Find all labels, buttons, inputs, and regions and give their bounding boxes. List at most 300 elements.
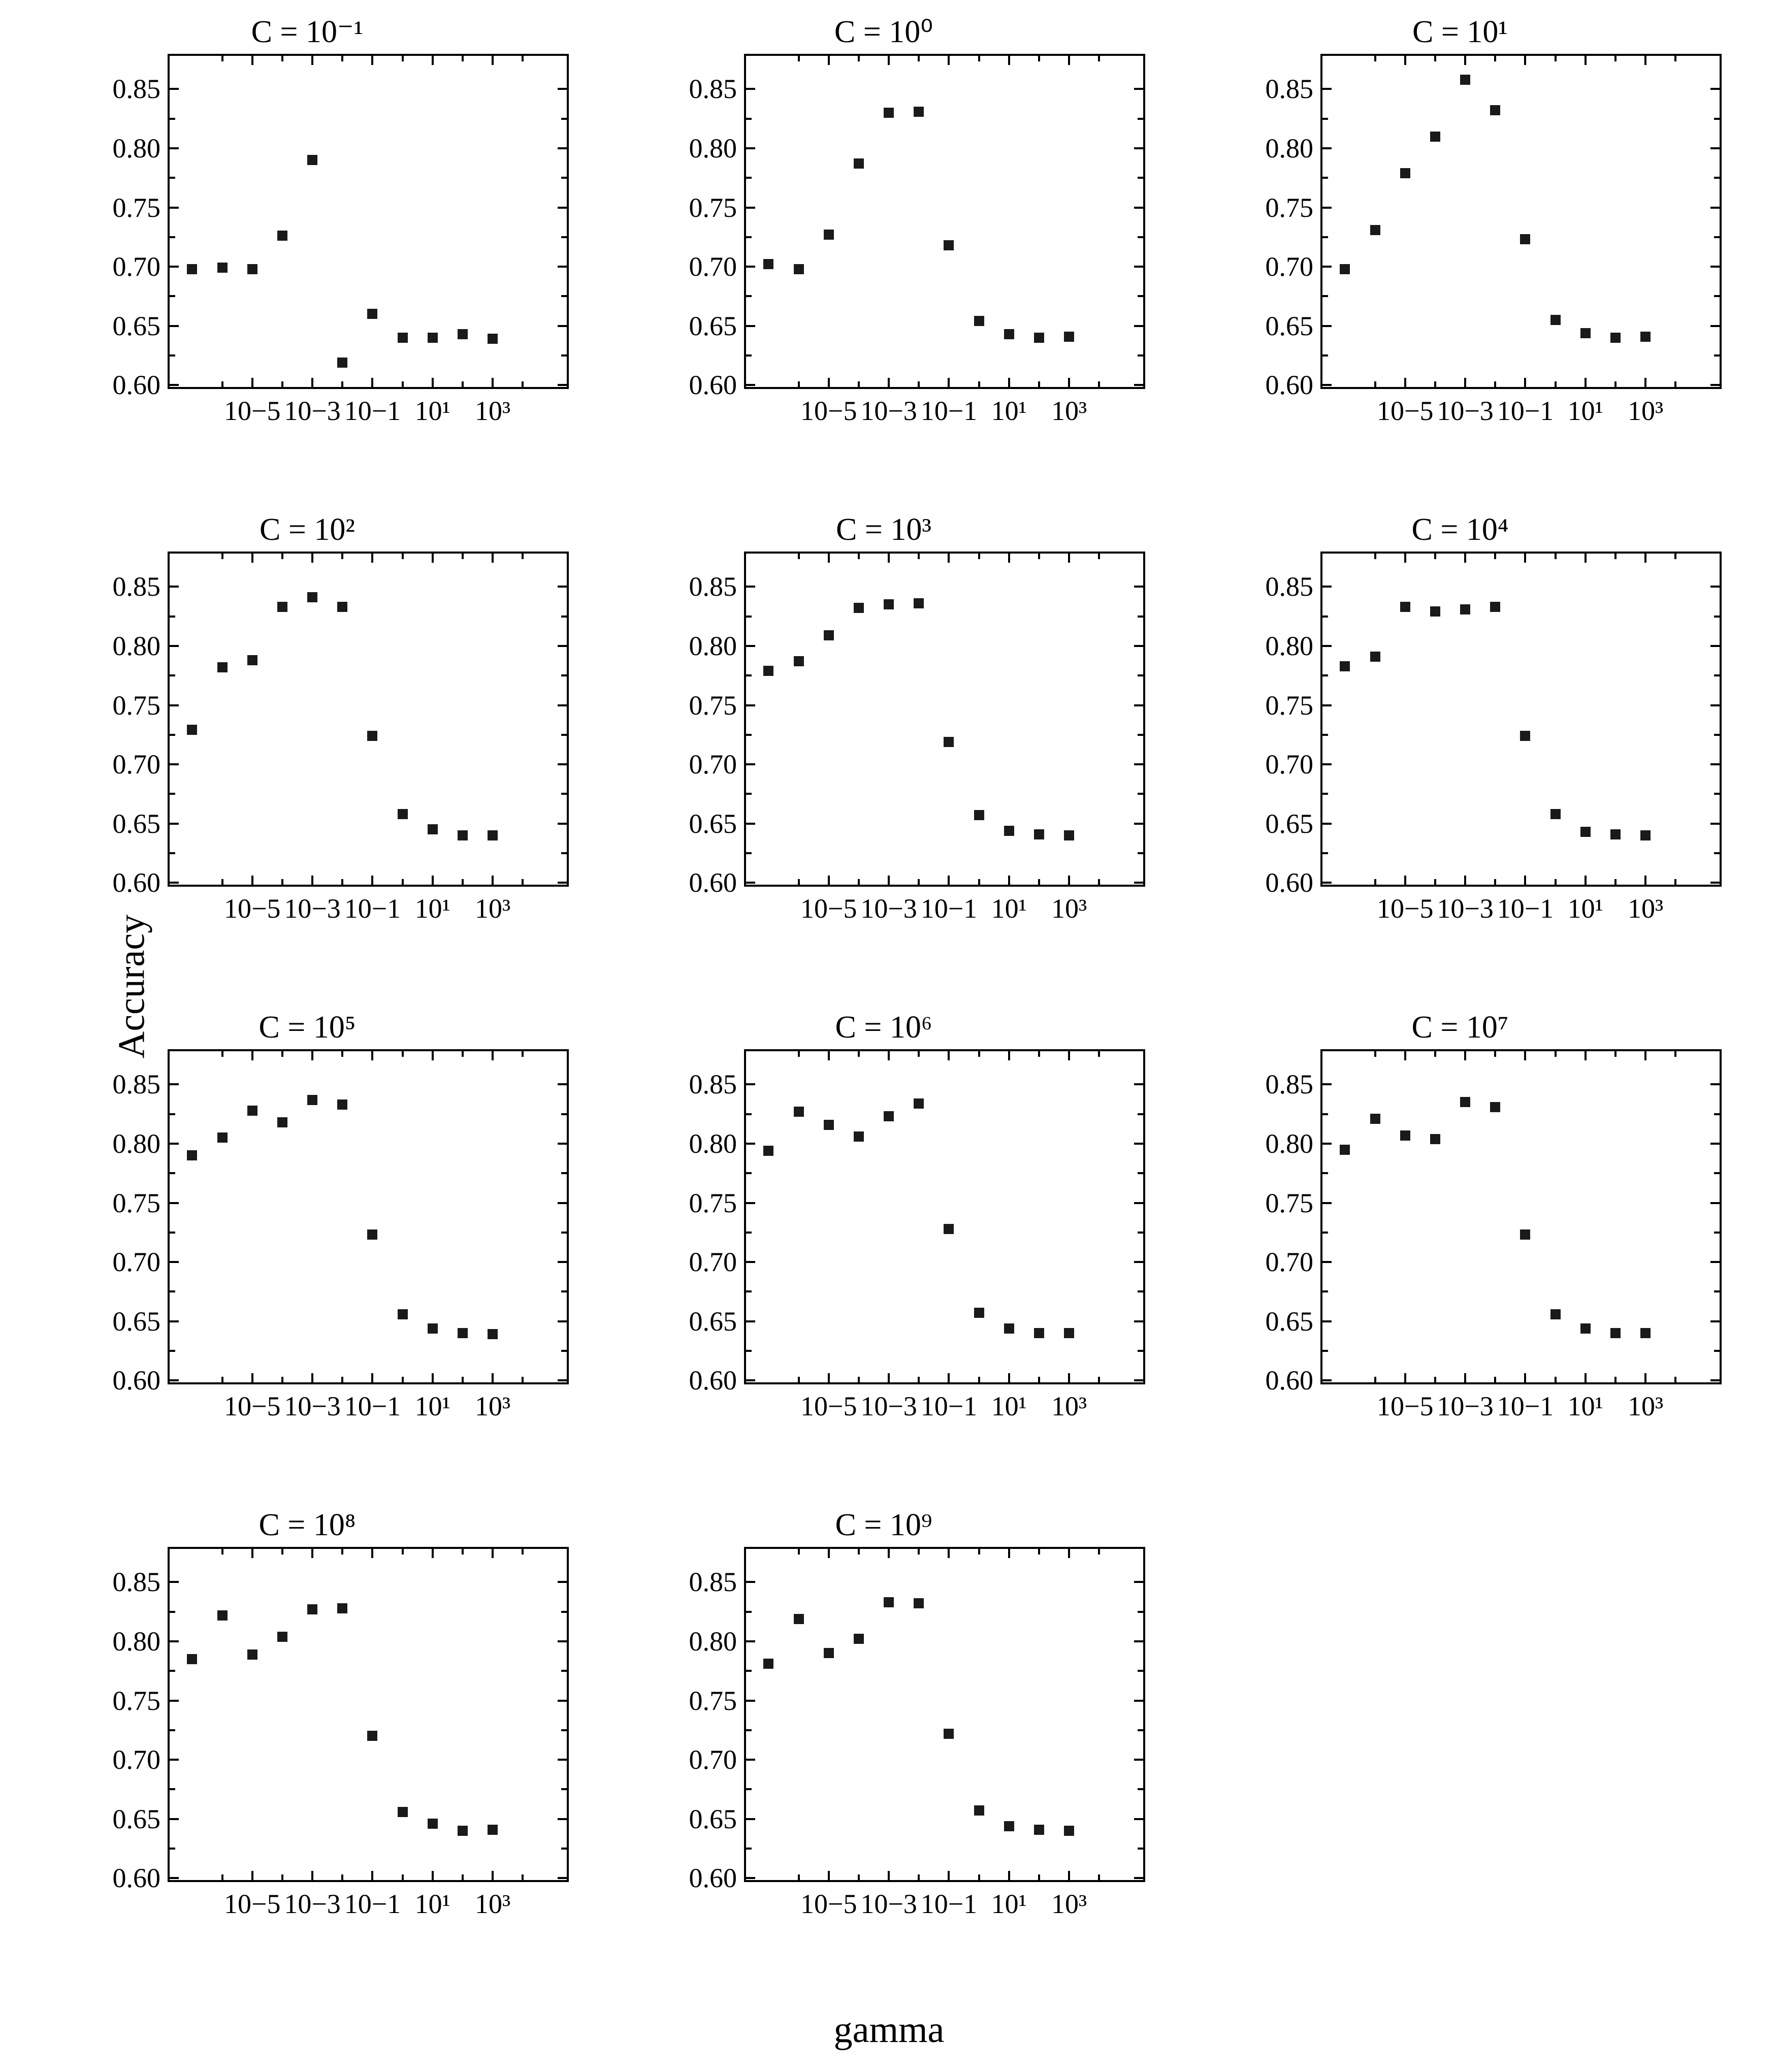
- x-tick-mark: [888, 1373, 890, 1382]
- x-tick-mark: [1404, 554, 1406, 563]
- y-minor-tick-mark: [1138, 1848, 1143, 1850]
- y-tick-label: 0.70: [112, 1744, 160, 1775]
- x-minor-tick-mark: [1614, 554, 1617, 559]
- y-tick-mark: [746, 704, 755, 706]
- x-tick-label: 10−3: [860, 1391, 917, 1421]
- data-point-marker: [1004, 826, 1014, 836]
- y-minor-tick-mark: [746, 354, 752, 357]
- y-minor-tick-mark: [1138, 354, 1143, 357]
- x-tick-mark: [948, 378, 950, 387]
- x-tick-label: 10−1: [920, 1391, 978, 1421]
- x-tick-mark: [828, 56, 830, 65]
- x-tick-mark: [311, 56, 313, 65]
- y-minor-tick-mark: [561, 1788, 567, 1790]
- y-tick-label: 0.60: [112, 370, 160, 401]
- y-tick-label: 0.65: [112, 1306, 160, 1337]
- y-minor-tick-mark: [1322, 177, 1328, 179]
- x-tick-mark: [432, 56, 434, 65]
- data-point-marker: [794, 656, 804, 666]
- y-tick-mark: [746, 147, 755, 149]
- y-tick-mark: [1322, 266, 1332, 268]
- x-tick-label: 10¹: [414, 396, 450, 426]
- x-minor-tick-mark: [1038, 56, 1040, 61]
- x-tick-mark: [492, 56, 494, 65]
- data-point-marker: [1490, 602, 1500, 612]
- x-minor-tick-mark: [918, 1874, 920, 1880]
- x-tick-mark: [1524, 554, 1526, 563]
- data-point-marker: [1640, 830, 1651, 840]
- data-point-marker: [458, 329, 468, 339]
- x-minor-tick-mark: [281, 381, 283, 387]
- y-tick-mark: [170, 325, 179, 327]
- data-point-marker: [367, 731, 377, 741]
- x-minor-tick-mark: [1374, 879, 1376, 885]
- y-minor-tick-mark: [1138, 616, 1143, 618]
- data-point-marker: [914, 1598, 924, 1608]
- y-minor-tick-mark: [561, 734, 567, 736]
- y-tick-mark: [746, 763, 755, 765]
- y-tick-label: 0.60: [689, 867, 737, 898]
- x-tick-mark: [888, 1051, 890, 1060]
- x-tick-mark: [888, 876, 890, 885]
- plot-area: [689, 1547, 1145, 1919]
- panel-title: C = 10²: [260, 512, 355, 547]
- x-minor-tick-mark: [522, 554, 524, 559]
- y-tick-mark: [1322, 763, 1332, 765]
- y-minor-tick-mark: [1714, 852, 1720, 854]
- data-point-marker: [428, 1819, 438, 1829]
- y-minor-tick-mark: [1714, 1290, 1720, 1292]
- y-tick-mark: [170, 1202, 179, 1204]
- x-tick-mark: [948, 56, 950, 65]
- data-point-marker: [187, 1654, 197, 1664]
- x-minor-tick-mark: [1038, 381, 1040, 387]
- data-point-marker: [763, 259, 773, 269]
- x-minor-tick-mark: [402, 1549, 404, 1555]
- x-minor-tick-mark: [341, 879, 343, 885]
- x-tick-label: 10¹: [991, 1391, 1027, 1421]
- y-minor-tick-mark: [1714, 1350, 1720, 1352]
- y-tick-mark: [1134, 882, 1143, 884]
- y-tick-mark: [1322, 1261, 1332, 1263]
- y-tick-mark: [746, 1640, 755, 1642]
- x-minor-tick-mark: [402, 554, 404, 559]
- y-tick-mark: [170, 823, 179, 825]
- x-tick-mark: [371, 378, 373, 387]
- data-point-marker: [398, 1807, 408, 1817]
- x-tick-mark: [251, 1051, 253, 1060]
- data-point-marker: [794, 1107, 804, 1117]
- y-tick-mark: [746, 823, 755, 825]
- y-tick-label: 0.60: [112, 1863, 160, 1894]
- y-minor-tick-mark: [1138, 118, 1143, 120]
- data-point-marker: [974, 1308, 984, 1318]
- y-tick-mark: [170, 882, 179, 884]
- x-minor-tick-mark: [798, 1051, 800, 1057]
- y-tick-label: 0.85: [112, 1567, 160, 1598]
- y-tick-mark: [558, 1320, 567, 1322]
- x-tick-label: 10¹: [991, 396, 1027, 426]
- data-point-marker: [187, 1150, 197, 1160]
- y-minor-tick-mark: [1322, 1350, 1328, 1352]
- data-point-marker: [824, 630, 834, 640]
- x-minor-tick-mark: [281, 1051, 283, 1057]
- data-point-marker: [1340, 661, 1350, 671]
- x-tick-label: 10−5: [800, 893, 857, 924]
- chart-panel: [607, 512, 1160, 969]
- y-minor-tick-mark: [1714, 236, 1720, 238]
- data-point-marker: [1034, 1328, 1044, 1338]
- x-tick-mark: [311, 378, 313, 387]
- x-minor-tick-mark: [1494, 554, 1496, 559]
- y-tick-mark: [170, 1877, 179, 1879]
- data-point-marker: [1370, 225, 1380, 235]
- x-minor-tick-mark: [918, 1377, 920, 1382]
- data-point-marker: [974, 810, 984, 820]
- y-minor-tick-mark: [746, 1611, 752, 1613]
- y-tick-label: 0.65: [112, 808, 160, 839]
- y-minor-tick-mark: [746, 1670, 752, 1672]
- x-minor-tick-mark: [1098, 1051, 1100, 1057]
- x-tick-mark: [1008, 56, 1010, 65]
- y-minor-tick-mark: [561, 1611, 567, 1613]
- y-minor-tick-mark: [1322, 1172, 1328, 1174]
- y-minor-tick-mark: [170, 674, 175, 676]
- data-point-marker: [1004, 329, 1014, 339]
- x-tick-label: 10−3: [860, 396, 917, 426]
- plot-area: [689, 552, 1145, 924]
- x-minor-tick-mark: [1494, 1377, 1496, 1382]
- x-minor-tick-mark: [1614, 1051, 1617, 1057]
- x-tick-mark: [1585, 56, 1587, 65]
- y-tick-mark: [558, 207, 567, 209]
- panel-title: C = 10³: [836, 512, 931, 547]
- x-tick-label: 10−1: [344, 893, 401, 924]
- data-point-marker: [794, 1614, 804, 1624]
- x-minor-tick-mark: [798, 381, 800, 387]
- x-tick-label: 10³: [1628, 1391, 1664, 1421]
- y-tick-mark: [1134, 147, 1143, 149]
- y-tick-label: 0.60: [112, 1365, 160, 1396]
- x-tick-mark: [432, 1871, 434, 1880]
- y-tick-mark: [746, 325, 755, 327]
- data-point-marker: [1640, 332, 1651, 342]
- x-tick-label: 10−1: [920, 396, 978, 426]
- x-minor-tick-mark: [1555, 56, 1557, 61]
- y-tick-mark: [558, 1379, 567, 1381]
- y-tick-label: 0.85: [689, 1567, 737, 1598]
- x-minor-tick-mark: [221, 1051, 223, 1057]
- x-minor-tick-mark: [341, 56, 343, 61]
- y-tick-mark: [558, 1581, 567, 1583]
- y-tick-mark: [558, 1818, 567, 1820]
- x-tick-label: 10−3: [284, 1391, 341, 1421]
- y-tick-label: 0.60: [1265, 1365, 1313, 1396]
- y-minor-tick-mark: [1322, 674, 1328, 676]
- data-point-marker: [854, 603, 864, 613]
- data-point-marker: [884, 1597, 894, 1607]
- data-point-marker: [1034, 1825, 1044, 1835]
- data-point-marker: [307, 155, 317, 165]
- data-point-marker: [1610, 1328, 1621, 1338]
- data-point-marker: [794, 264, 804, 274]
- y-tick-mark: [1134, 1320, 1143, 1322]
- data-point-marker: [1580, 328, 1591, 338]
- x-tick-label: 10−5: [1376, 893, 1434, 924]
- x-minor-tick-mark: [341, 1051, 343, 1057]
- x-tick-label: 10−3: [1437, 893, 1494, 924]
- x-tick-mark: [1464, 1373, 1466, 1382]
- x-minor-tick-mark: [1038, 1874, 1040, 1880]
- x-tick-mark: [1008, 1549, 1010, 1558]
- x-tick-label: 10¹: [1567, 1391, 1603, 1421]
- y-tick-label: 0.60: [689, 1863, 737, 1894]
- data-point-marker: [1550, 315, 1561, 325]
- x-tick-mark: [1068, 1871, 1070, 1880]
- y-tick-mark: [1322, 823, 1332, 825]
- x-minor-tick-mark: [1434, 879, 1436, 885]
- data-point-marker: [1370, 1114, 1380, 1124]
- y-minor-tick-mark: [561, 1113, 567, 1115]
- x-tick-mark: [948, 876, 950, 885]
- y-tick-mark: [1134, 325, 1143, 327]
- y-tick-mark: [170, 1320, 179, 1322]
- y-tick-mark: [746, 1877, 755, 1879]
- y-minor-tick-mark: [561, 852, 567, 854]
- y-tick-mark: [1322, 325, 1332, 327]
- x-minor-tick-mark: [1674, 1051, 1676, 1057]
- x-tick-mark: [1524, 1373, 1526, 1382]
- x-tick-mark: [1585, 554, 1587, 563]
- y-tick-mark: [1710, 1320, 1720, 1322]
- y-minor-tick-mark: [170, 177, 175, 179]
- y-tick-label: 0.80: [112, 1626, 160, 1657]
- data-point-marker: [1610, 333, 1621, 343]
- y-tick-label: 0.65: [112, 310, 160, 341]
- y-tick-mark: [170, 88, 179, 90]
- y-tick-mark: [170, 1261, 179, 1263]
- x-tick-label: 10−5: [800, 1391, 857, 1421]
- plot-area: [689, 54, 1145, 426]
- x-tick-mark: [492, 1871, 494, 1880]
- x-tick-mark: [371, 1549, 373, 1558]
- x-tick-mark: [948, 1051, 950, 1060]
- data-point-marker: [1550, 809, 1561, 819]
- data-point-marker: [307, 1095, 317, 1105]
- y-minor-tick-mark: [746, 118, 752, 120]
- x-tick-mark: [1524, 876, 1526, 885]
- data-point-marker: [247, 1649, 257, 1660]
- x-tick-mark: [251, 378, 253, 387]
- y-minor-tick-mark: [170, 1172, 175, 1174]
- x-minor-tick-mark: [281, 879, 283, 885]
- y-tick-label: 0.85: [689, 1069, 737, 1100]
- x-minor-tick-mark: [1494, 1051, 1496, 1057]
- x-tick-mark: [888, 554, 890, 563]
- y-minor-tick-mark: [561, 1670, 567, 1672]
- y-tick-mark: [558, 266, 567, 268]
- y-tick-mark: [170, 1640, 179, 1642]
- y-tick-label: 0.75: [1265, 1187, 1313, 1218]
- data-point-marker: [488, 334, 498, 344]
- data-point-marker: [458, 1328, 468, 1338]
- x-minor-tick-mark: [1038, 1377, 1040, 1382]
- chart-panel: [30, 1010, 584, 1467]
- x-tick-mark: [888, 1871, 890, 1880]
- x-minor-tick-mark: [1614, 879, 1617, 885]
- x-minor-tick-mark: [1614, 56, 1617, 61]
- y-tick-mark: [746, 266, 755, 268]
- x-minor-tick-mark: [462, 1051, 464, 1057]
- x-minor-tick-mark: [1434, 1377, 1436, 1382]
- y-tick-label: 0.65: [112, 1803, 160, 1834]
- x-minor-tick-mark: [1434, 554, 1436, 559]
- x-tick-label: 10³: [475, 1391, 511, 1421]
- data-point-marker: [277, 1632, 287, 1642]
- y-tick-mark: [746, 1320, 755, 1322]
- x-minor-tick-mark: [1434, 1051, 1436, 1057]
- x-minor-tick-mark: [221, 1549, 223, 1555]
- y-tick-label: 0.80: [689, 133, 737, 164]
- y-minor-tick-mark: [561, 1232, 567, 1234]
- y-tick-mark: [170, 1083, 179, 1085]
- x-minor-tick-mark: [1098, 1377, 1100, 1382]
- y-tick-label: 0.85: [1265, 74, 1313, 105]
- x-tick-mark: [1068, 56, 1070, 65]
- y-tick-mark: [558, 147, 567, 149]
- x-minor-tick-mark: [1555, 381, 1557, 387]
- x-tick-mark: [251, 554, 253, 563]
- x-minor-tick-mark: [522, 56, 524, 61]
- y-minor-tick-mark: [561, 1350, 567, 1352]
- x-minor-tick-mark: [221, 381, 223, 387]
- data-point-marker: [337, 1099, 347, 1110]
- x-minor-tick-mark: [858, 381, 860, 387]
- x-tick-label: 10¹: [414, 893, 450, 924]
- y-tick-mark: [170, 147, 179, 149]
- data-point-marker: [763, 1659, 773, 1669]
- x-tick-mark: [1644, 876, 1646, 885]
- y-minor-tick-mark: [1714, 1232, 1720, 1234]
- x-minor-tick-mark: [918, 879, 920, 885]
- y-minor-tick-mark: [561, 1172, 567, 1174]
- data-point-marker: [217, 263, 228, 273]
- data-point-marker: [247, 655, 257, 665]
- y-tick-label: 0.80: [112, 1128, 160, 1159]
- y-minor-tick-mark: [1138, 1113, 1143, 1115]
- y-minor-tick-mark: [170, 616, 175, 618]
- y-tick-label: 0.65: [689, 310, 737, 341]
- y-tick-mark: [558, 586, 567, 588]
- plot-area: [1265, 552, 1722, 924]
- data-point-marker: [1064, 1328, 1074, 1338]
- x-tick-mark: [828, 1549, 830, 1558]
- x-axis-label: gamma: [833, 2009, 945, 2051]
- x-tick-label: 10−1: [1497, 893, 1554, 924]
- y-minor-tick-mark: [746, 852, 752, 854]
- y-minor-tick-mark: [746, 1788, 752, 1790]
- y-tick-label: 0.80: [112, 630, 160, 661]
- x-tick-mark: [1404, 876, 1406, 885]
- x-tick-label: 10¹: [1567, 396, 1603, 426]
- y-tick-label: 0.80: [1265, 1128, 1313, 1159]
- x-tick-label: 10−1: [344, 1889, 401, 1919]
- x-tick-mark: [432, 876, 434, 885]
- chart-panel: [1183, 512, 1737, 969]
- chart-panel: [607, 1010, 1160, 1467]
- x-minor-tick-mark: [798, 56, 800, 61]
- data-point-marker: [1550, 1309, 1561, 1319]
- x-tick-mark: [311, 876, 313, 885]
- y-tick-mark: [558, 645, 567, 647]
- x-tick-mark: [1404, 378, 1406, 387]
- y-tick-mark: [1134, 645, 1143, 647]
- y-minor-tick-mark: [1322, 734, 1328, 736]
- x-minor-tick-mark: [1674, 554, 1676, 559]
- data-point-marker: [398, 809, 408, 819]
- y-minor-tick-mark: [1714, 1172, 1720, 1174]
- x-minor-tick-mark: [402, 381, 404, 387]
- y-tick-mark: [1322, 1083, 1332, 1085]
- data-point-marker: [824, 230, 834, 240]
- x-minor-tick-mark: [221, 554, 223, 559]
- y-minor-tick-mark: [170, 236, 175, 238]
- x-minor-tick-mark: [1038, 879, 1040, 885]
- x-minor-tick-mark: [402, 1377, 404, 1382]
- x-tick-mark: [371, 1373, 373, 1382]
- x-minor-tick-mark: [858, 56, 860, 61]
- x-tick-mark: [1524, 1051, 1526, 1060]
- y-tick-mark: [1134, 266, 1143, 268]
- y-tick-label: 0.65: [689, 1803, 737, 1834]
- x-minor-tick-mark: [1614, 381, 1617, 387]
- data-point-marker: [824, 1120, 834, 1130]
- x-tick-label: 10−3: [860, 893, 917, 924]
- y-minor-tick-mark: [1138, 674, 1143, 676]
- data-point-marker: [277, 231, 287, 241]
- x-tick-mark: [828, 554, 830, 563]
- x-tick-mark: [432, 554, 434, 563]
- y-tick-label: 0.85: [112, 571, 160, 602]
- y-tick-label: 0.65: [1265, 310, 1313, 341]
- data-point-marker: [1460, 75, 1470, 85]
- y-tick-mark: [1134, 1759, 1143, 1761]
- chart-panel: [30, 14, 584, 471]
- data-point-marker: [458, 1826, 468, 1836]
- x-tick-mark: [492, 378, 494, 387]
- y-minor-tick-mark: [1138, 793, 1143, 795]
- y-tick-mark: [1710, 704, 1720, 706]
- x-minor-tick-mark: [1374, 56, 1376, 61]
- x-minor-tick-mark: [1374, 1377, 1376, 1382]
- plot-area: [112, 54, 569, 426]
- y-tick-mark: [1322, 1320, 1332, 1322]
- x-minor-tick-mark: [402, 1874, 404, 1880]
- x-tick-mark: [1008, 554, 1010, 563]
- x-minor-tick-mark: [1555, 554, 1557, 559]
- data-point-marker: [1520, 731, 1530, 741]
- y-tick-mark: [746, 1759, 755, 1761]
- y-minor-tick-mark: [1322, 295, 1328, 297]
- data-point-marker: [398, 333, 408, 343]
- data-point-marker: [1520, 1229, 1530, 1240]
- y-minor-tick-mark: [746, 295, 752, 297]
- x-tick-mark: [251, 1871, 253, 1880]
- x-minor-tick-mark: [1674, 879, 1676, 885]
- x-tick-mark: [1464, 1051, 1466, 1060]
- x-minor-tick-mark: [1374, 381, 1376, 387]
- x-tick-mark: [888, 378, 890, 387]
